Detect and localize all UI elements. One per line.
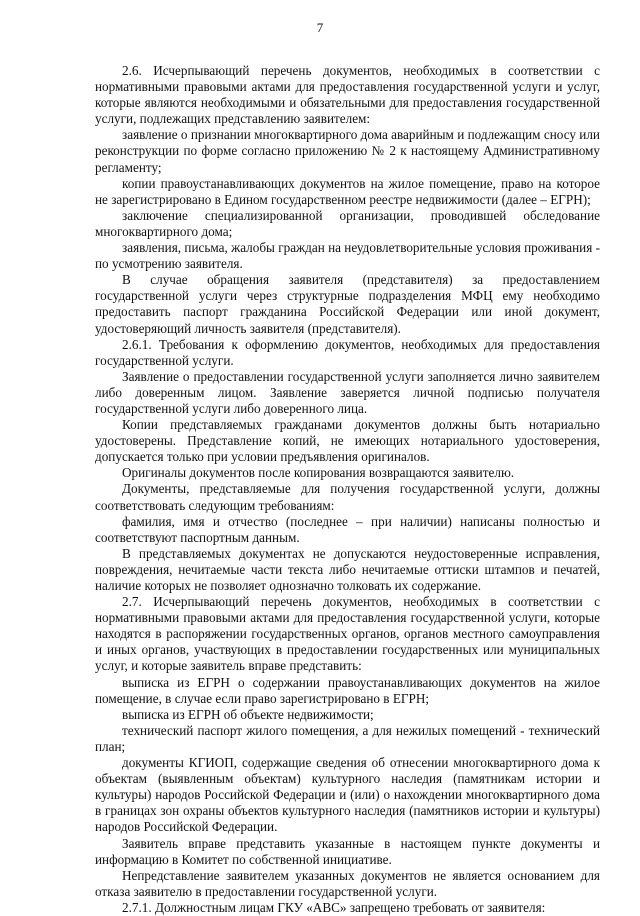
- paragraph: 2.6.1. Требования к оформлению документов, необходимых для предоставления государственной услуги.: [95, 336, 600, 368]
- paragraph: технический паспорт жилого помещения, а для нежилых помещений - технический план;: [95, 722, 600, 754]
- document-body: [95, 63, 600, 916]
- paragraph: заявление о признании многоквартирного дома аварийным и подлежащим сносу или реконструкции по форме согласно приложению № 2 к настоящему Административному регламенту;: [95, 127, 600, 175]
- paragraph: заявления, письма, жалобы граждан на неудовлетворительные условия проживания - по усмотрению заявителя.: [95, 240, 600, 272]
- paragraph: фамилия, имя и отчество (последнее – при наличии) написаны полностью и соответствуют паспортным данным.: [95, 513, 600, 545]
- paragraph: В случае обращения заявителя (представителя) за предоставлением государственной услуги через структурные подразделения МФЦ ему необходимо предоставить паспорт гражданина Российской Федерации или иной документ, удостоверяющий личность заявителя (представителя).: [95, 272, 600, 336]
- paragraph: Копии представляемых гражданами документов должны быть нотариально удостоверены. Представление копий, не имеющих нотариального удостоверения, допускается только при условии предъявления оригиналов.: [95, 417, 600, 465]
- paragraph: Заявитель вправе представить указанные в настоящем пункте документы и информацию в Комитет по собственной инициативе.: [95, 835, 600, 867]
- paragraph: копии правоустанавливающих документов на жилое помещение, право на которое не зарегистрировано в Едином государственном реестре недвижимости (далее – ЕГРН);: [95, 175, 600, 207]
- paragraph: 2.7. Исчерпывающий перечень документов, необходимых в соответствии с нормативными правовыми актами для предоставления государственной услуги, которые находятся в распоряжении государственных органов, органов местного самоуправления и иных органов, участвующих в предоставлении государственных или муниципальных услуг, и которые заявитель вправе представить:: [95, 594, 600, 674]
- paragraph: Непредставление заявителем указанных документов не является основанием для отказа заявителю в предоставлении государственной услуги.: [95, 867, 600, 899]
- paragraph: документы КГИОП, содержащие сведения об отнесении многоквартирного дома к объектам (выявленным объектам) культурного наследия (памятникам истории и культуры) народов Российской Федерации и (или) о нахождении многоквартирного дома в границах зон охраны объектов культурного наследия (памятников истории и культуры) народов Российской Федерации.: [95, 755, 600, 835]
- page-number: 7: [316, 20, 324, 35]
- paragraph: заключение специализированной организации, проводившей обследование многоквартирного дома;: [95, 207, 600, 239]
- paragraph: 2.7.1. Должностным лицам ГКУ «АВС» запрещено требовать от заявителя:: [122, 899, 546, 915]
- paragraph: выписка из ЕГРН о содержании правоустанавливающих документов на жилое помещение, в случае если право зарегистрировано в ЕГРН;: [95, 674, 600, 706]
- paragraph: Оригиналы документов после копирования возвращаются заявителю.: [122, 465, 515, 481]
- paragraph: Заявление о предоставлении государственной услуги заполняется лично заявителем либо доверенным лицом. Заявление заверяется личной подписью получателя государственной услуги либо доверенного лица.: [95, 368, 600, 416]
- paragraph: 2.6. Исчерпывающий перечень документов, необходимых в соответствии с нормативными правовыми актами для предоставления государственной услуги и услуг, которые являются необходимыми и обязательными для предоставления государственной услуги, подлежащих представлению заявителем:: [95, 63, 600, 127]
- paragraph: Документы, представляемые для получения государственной услуги, должны соответствовать следующим требованиям:: [95, 481, 600, 513]
- paragraph: В представляемых документах не допускаются неудостоверенные исправления, повреждения, нечитаемые части текста либо нечитаемые оттиски штампов и печатей, наличие которых не позволяет однозначно толковать их содержание.: [95, 545, 600, 593]
- paragraph: выписка из ЕГРН об объекте недвижимости;: [122, 706, 374, 722]
